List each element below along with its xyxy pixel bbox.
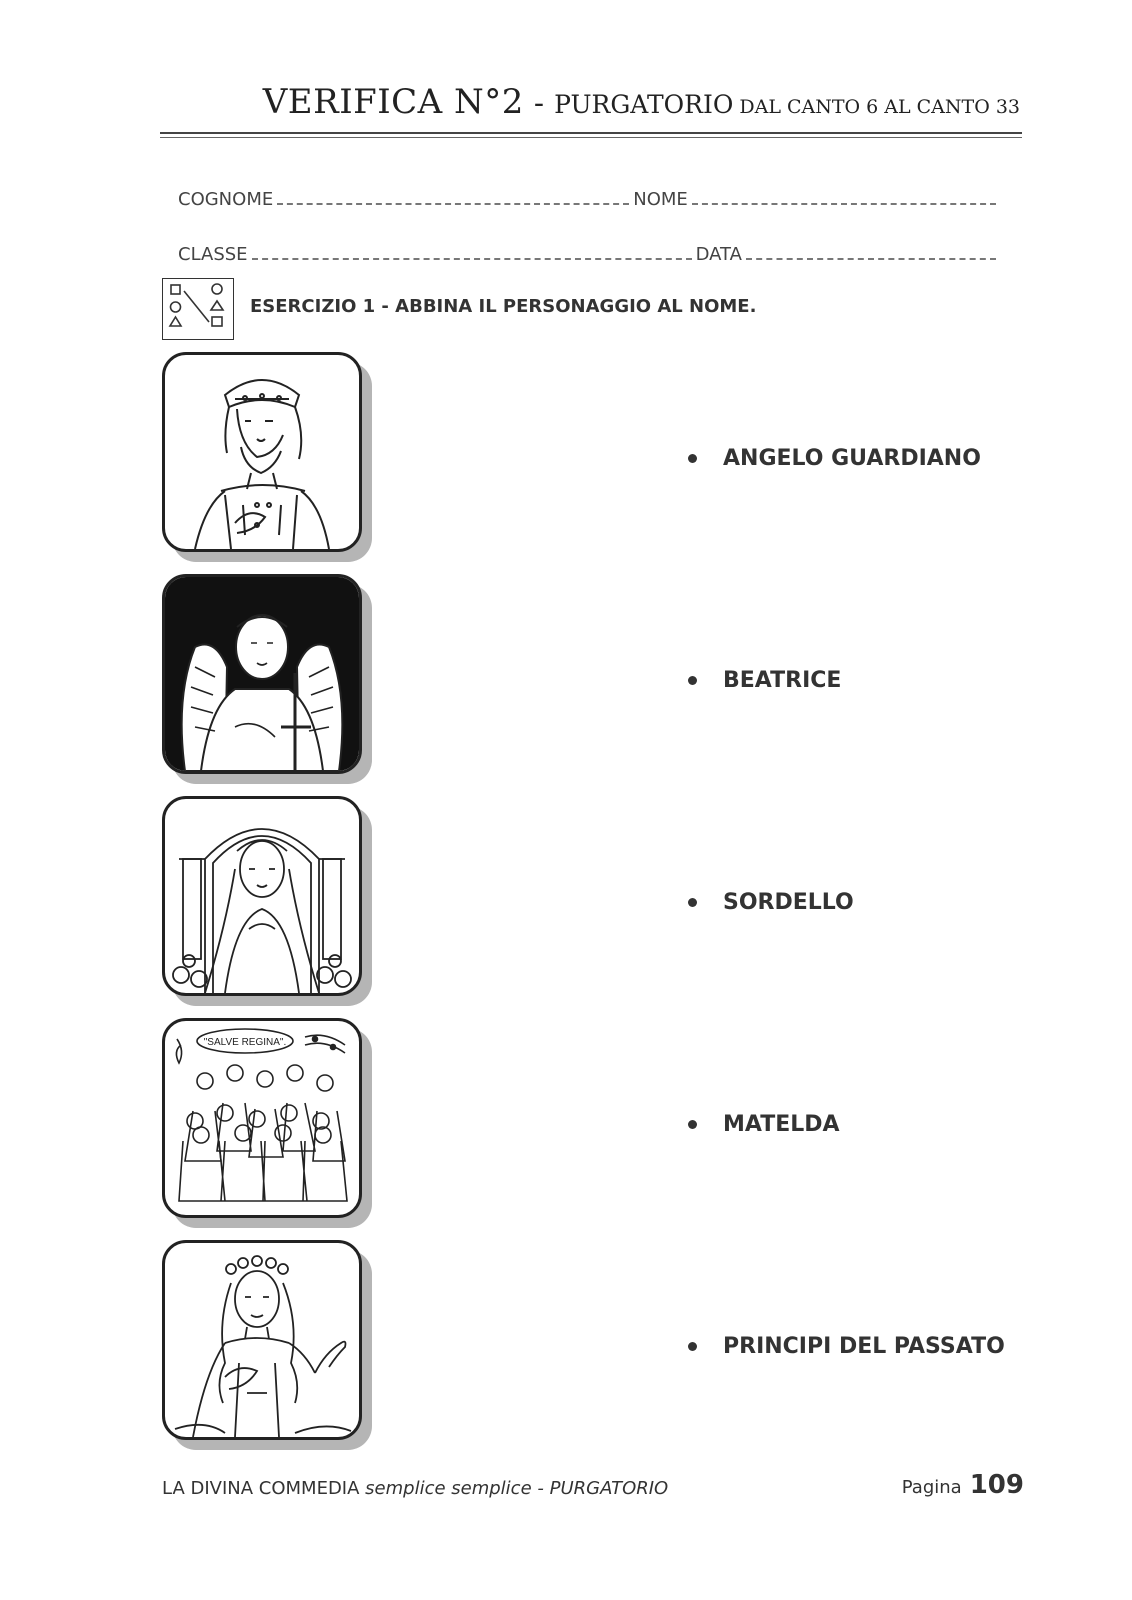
crowned-king-illustration <box>162 352 362 552</box>
surname-name-row <box>178 184 1000 214</box>
name-option-label: ANGELO GUARDIANO <box>723 445 981 471</box>
title-rule-thin <box>160 137 1022 138</box>
class-label: CLASSE <box>178 243 248 265</box>
name-field[interactable] <box>692 203 996 205</box>
title-subject: PURGATORIO <box>554 90 734 119</box>
bullet-icon <box>688 454 697 463</box>
page-label: Pagina <box>901 1477 962 1498</box>
character-card-1[interactable] <box>162 352 374 562</box>
singing-crowd-illustration <box>162 1018 362 1218</box>
surname-label: COGNOME <box>178 188 274 210</box>
class-date-row <box>178 239 1000 269</box>
bullet-icon <box>688 898 697 907</box>
name-option-3[interactable] <box>688 884 854 920</box>
angel-with-sword-illustration <box>162 574 362 774</box>
character-card-5[interactable] <box>162 1240 374 1450</box>
bullet-icon <box>688 676 697 685</box>
title-rule <box>160 132 1022 134</box>
name-option-label: PRINCIPI DEL PASSATO <box>723 1333 1005 1359</box>
title-separator: - <box>533 86 545 121</box>
date-label: DATA <box>695 243 742 265</box>
name-option-5[interactable] <box>688 1328 1005 1364</box>
date-field[interactable] <box>746 258 996 260</box>
name-option-label: SORDELLO <box>723 889 854 915</box>
title-main: VERIFICA N°2 <box>262 82 524 122</box>
surname-field[interactable] <box>277 203 629 205</box>
speech-bubble-caption: "SALVE REGINA". <box>203 1037 287 1048</box>
name-option-label: MATELDA <box>723 1111 840 1137</box>
book-subtitle: semplice semplice - PURGATORIO <box>365 1478 669 1499</box>
page-number: 109 <box>969 1470 1024 1500</box>
name-option-label: BEATRICE <box>723 667 842 693</box>
class-field[interactable] <box>252 258 692 260</box>
character-card-3[interactable] <box>162 796 374 1006</box>
name-option-1[interactable] <box>688 440 981 476</box>
book-title: LA DIVINA COMMEDIA <box>162 1478 360 1499</box>
woman-in-garden-illustration <box>162 796 362 996</box>
name-option-4[interactable] <box>688 1106 840 1142</box>
name-label: NOME <box>633 188 688 210</box>
page-number-block <box>902 1470 1024 1500</box>
exercise-title: ESERCIZIO 1 - ABBINA IL PERSONAGGIO AL NOME. <box>250 296 757 317</box>
bullet-icon <box>688 1120 697 1129</box>
footer-book-title <box>162 1478 668 1499</box>
matching-shapes-icon <box>162 278 234 340</box>
name-option-2[interactable] <box>688 662 841 698</box>
woman-with-flower-crown-illustration <box>162 1240 362 1440</box>
character-card-4[interactable] <box>162 1018 374 1228</box>
bullet-icon <box>688 1342 697 1351</box>
title-range: DAL CANTO 6 AL CANTO 33 <box>739 96 1020 118</box>
page-title <box>160 82 1020 132</box>
character-card-2[interactable] <box>162 574 374 784</box>
